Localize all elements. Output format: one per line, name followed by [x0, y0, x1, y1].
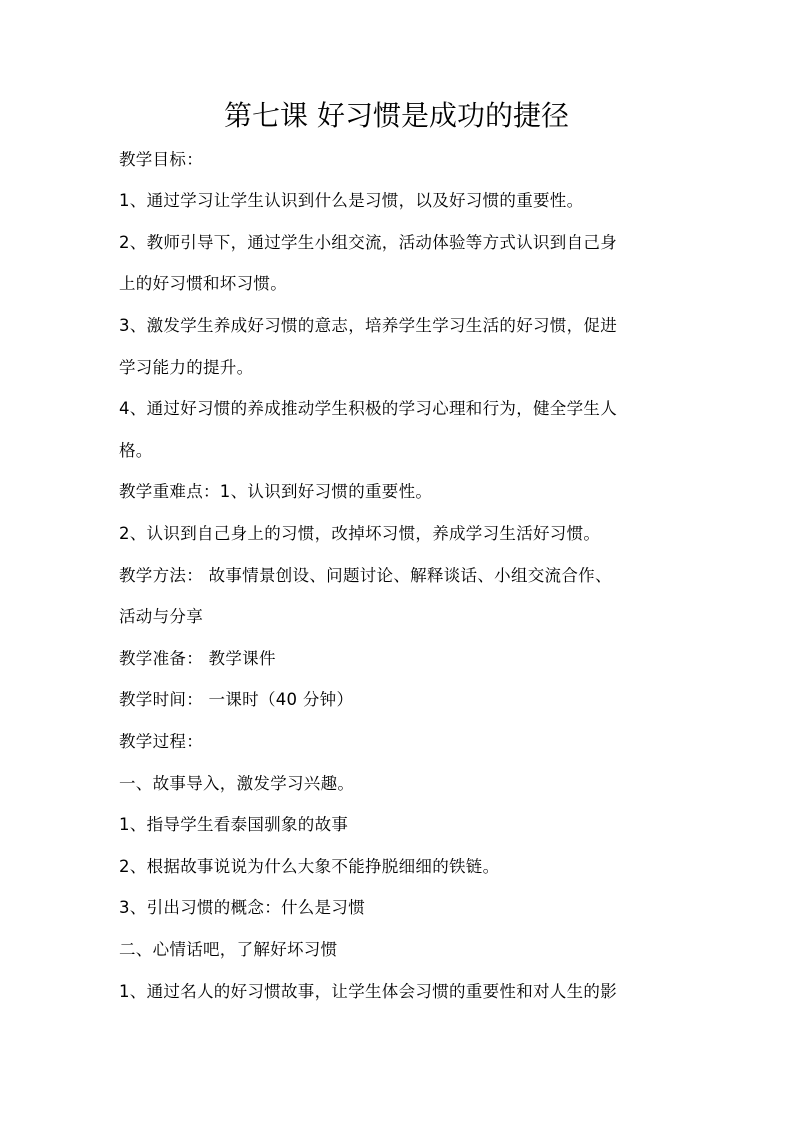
paragraph-line: 1、通过名人的好习惯故事，让学生体会习惯的重要性和对人生的影 [119, 982, 617, 1001]
section-heading-time: 教学时间： 一课时（40 分钟） [119, 690, 354, 709]
subsection-heading: 一、故事导入，激发学习兴趣。 [119, 774, 355, 793]
document-title: 第七课 好习惯是成功的捷径 [224, 99, 569, 132]
paragraph-line: 学习能力的提升。 [119, 358, 254, 377]
paragraph-line: 2、认识到自己身上的习惯，改掉坏习惯，养成学习生活好习惯。 [119, 524, 601, 543]
paragraph-line: 1、指导学生看泰国驯象的故事 [119, 815, 349, 834]
section-heading-process: 教学过程： [119, 732, 203, 751]
section-heading-methods: 教学方法： 故事情景创设、问题讨论、解释谈话、小组交流合作、 [119, 566, 612, 585]
paragraph-line: 1、通过学习让学生认识到什么是习惯，以及好习惯的重要性。 [119, 191, 584, 210]
paragraph-line: 4、通过好习惯的养成推动学生积极的学习心理和行为，健全学生人 [119, 399, 617, 418]
section-heading-preparation: 教学准备： 教学课件 [119, 649, 276, 668]
section-heading-objectives: 教学目标： [119, 150, 203, 169]
section-heading-key-points: 教学重难点：1、认识到好习惯的重要性。 [119, 482, 433, 501]
paragraph-line: 2、教师引导下，通过学生小组交流，活动体验等方式认识到自己身 [119, 233, 617, 252]
paragraph-line: 格。 [119, 441, 153, 460]
paragraph-line: 活动与分享 [119, 607, 203, 626]
subsection-heading: 二、心情话吧，了解好坏习惯 [119, 940, 338, 959]
paragraph-line: 3、引出习惯的概念：什么是习惯 [119, 898, 365, 917]
paragraph-line: 3、激发学生养成好习惯的意志，培养学生学习生活的好习惯，促进 [119, 316, 617, 335]
paragraph-line: 上的好习惯和坏习惯。 [119, 274, 287, 293]
paragraph-line: 2、根据故事说说为什么大象不能挣脱细细的铁链。 [119, 857, 500, 876]
